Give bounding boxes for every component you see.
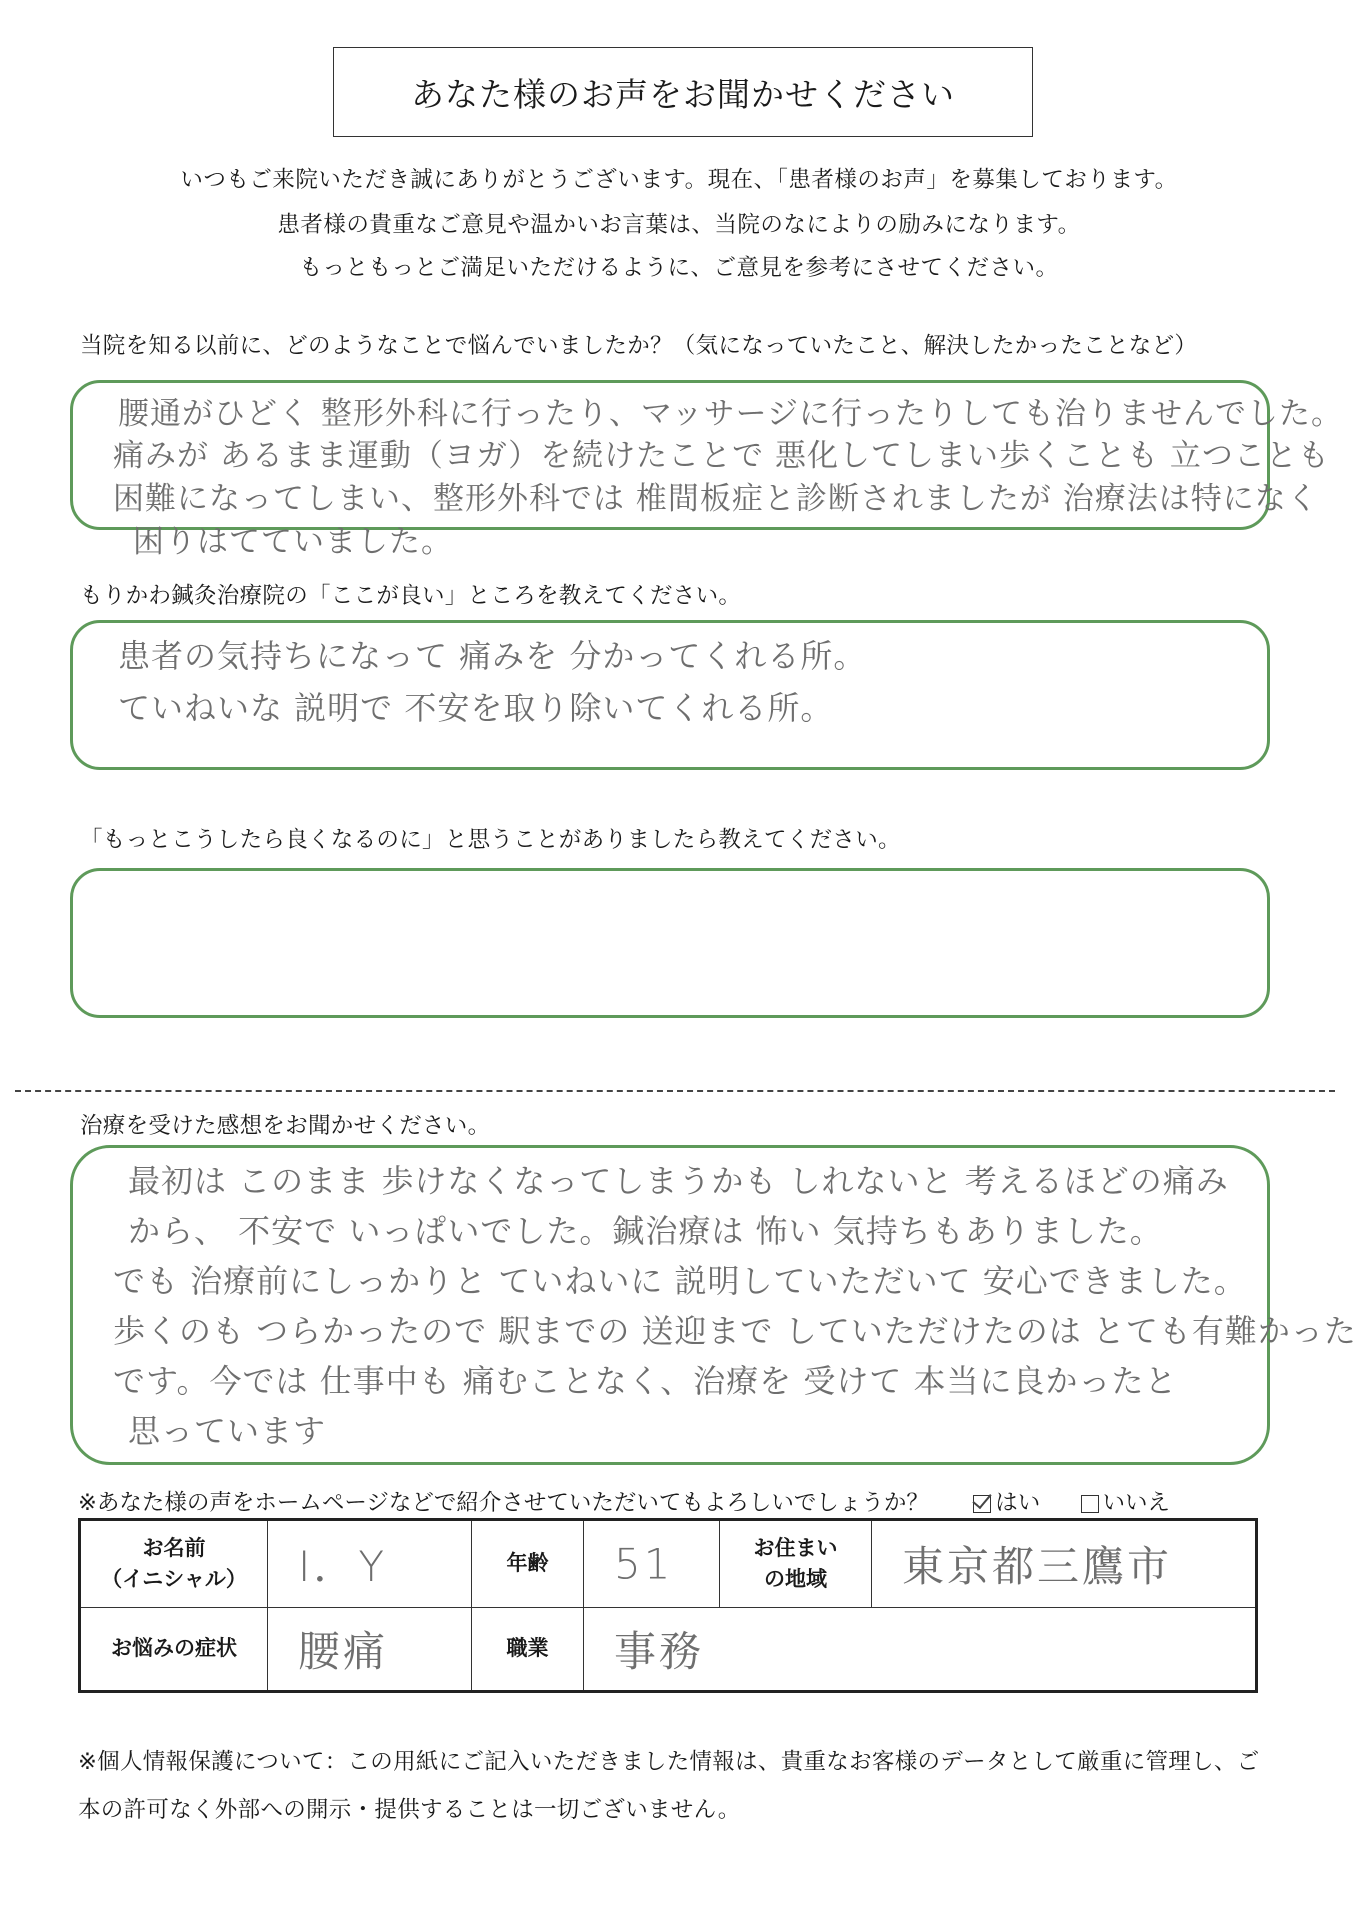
area-value: 東京都三鷹市 (902, 1542, 1173, 1591)
consent-row (78, 1485, 1170, 1517)
consent-question: ※あなた様の声をホームページなどで紹介させていただいてもよろしいでしょうか？ (78, 1490, 929, 1516)
area-label-line-2: の地域 (764, 1567, 827, 1591)
job-label: 職業 (472, 1608, 584, 1692)
area-field[interactable] (872, 1520, 1257, 1608)
name-label-cell (80, 1520, 268, 1608)
symptom-field[interactable] (268, 1608, 472, 1692)
answer-1-line-1: 腰通がひどく 整形外科に行ったり、マッサージに行ったりしても治りませんでした。 (118, 396, 1343, 432)
name-label: お名前 (142, 1535, 206, 1560)
intro-line-3: もっともっとご満足いただけるように、ご意見を参考にさせてください。 (299, 255, 1059, 281)
question-1: 当院を知る以前に、どのようなことで悩んでいましたか？（気になっていたこと、解決したかったことなど） (80, 333, 1198, 359)
intro-line-1: いつもご来院いただき誠にありがとうございます。現在、「患者様のお声」を募集しております。 (180, 167, 1178, 193)
age-field[interactable] (584, 1520, 720, 1608)
age-label: 年齢 (472, 1520, 584, 1608)
form-title: あなた様のお声をお聞かせください (333, 47, 1033, 137)
question-3: 「もっとこうしたら良くなるのに」と思うことがありましたら教えてください。 (80, 827, 901, 853)
answer-2-line-2: ていねいな 説明で 不安を取り除いてくれる所。 (118, 689, 834, 727)
answer-4-line-4: 歩くのも つらかったので 駅までの 送迎まで していただけたのは とても有難かった (113, 1312, 1357, 1350)
initial-label: （イニシャル） (101, 1567, 247, 1591)
answer-4-line-6: 思っています (128, 1412, 327, 1450)
area-label-line-1: お住まい (753, 1535, 838, 1560)
question-2: もりかわ鍼灸治療院の「ここが良い」ところを教えてください。 (80, 583, 742, 609)
privacy-notice: ※個人情報保護について：この用紙にご記入いただきました情報は、貴重なお客様のデータとして厳重に管理し、ご本の許可なく外部への開示・提供することは一切ございません。 (78, 1749, 1260, 1823)
job-field[interactable] (584, 1608, 1257, 1692)
answer-4-line-3: でも 治療前にしっかりと ていねいに 説明していただいて 安心できました。 (113, 1262, 1247, 1300)
intro-line-2: 患者様の貴重なご意見や温かいお言葉は、当院のなによりの励みになります。 (277, 212, 1081, 238)
dashed-divider (15, 1090, 1335, 1092)
answer-box-4[interactable] (70, 1145, 1357, 1465)
answer-box-2[interactable] (70, 620, 1270, 770)
answer-4-line-2: から、 不安で いっぱいでした。鍼治療は 怖い 気持ちもありました。 (128, 1212, 1163, 1250)
consent-no-checkbox[interactable] (1081, 1495, 1099, 1513)
name-value: I．Y (298, 1542, 388, 1591)
answer-4-line-1: 最初は このまま 歩けなくなってしまうかも しれないと 考えるほどの痛み (128, 1162, 1229, 1200)
patient-info-table (78, 1518, 1258, 1693)
answer-1-line-4: 困りはてていました。 (133, 524, 453, 560)
answer-2-line-1: 患者の気持ちになって 痛みを 分かってくれる所。 (118, 637, 867, 675)
answer-box-1[interactable] (70, 380, 1343, 560)
answer-box-3[interactable] (70, 868, 1270, 1018)
consent-yes-label: はい (995, 1490, 1041, 1516)
area-label-cell (720, 1520, 872, 1608)
consent-no-label: いいえ (1102, 1490, 1171, 1516)
job-value: 事務 (614, 1627, 705, 1676)
answer-1-line-3: 困難になってしまい、整形外科では 椎間板症と診断されましたが 治療法は特になく (113, 481, 1319, 517)
symptom-value: 腰痛 (298, 1627, 389, 1676)
symptom-label: お悩みの症状 (80, 1608, 268, 1692)
consent-yes-checkbox[interactable] (973, 1495, 991, 1513)
answer-4-line-5: です。今では 仕事中も 痛むことなく、治療を 受けて 本当に良かったと (113, 1362, 1178, 1400)
age-value: 51 (614, 1539, 674, 1589)
name-field[interactable] (268, 1520, 472, 1608)
question-4: 治療を受けた感想をお聞かせください。 (80, 1113, 491, 1139)
answer-1-line-2: 痛みが あるまま運動（ヨガ）を続けたことで 悪化してしまい歩くことも 立つことも (113, 438, 1330, 474)
